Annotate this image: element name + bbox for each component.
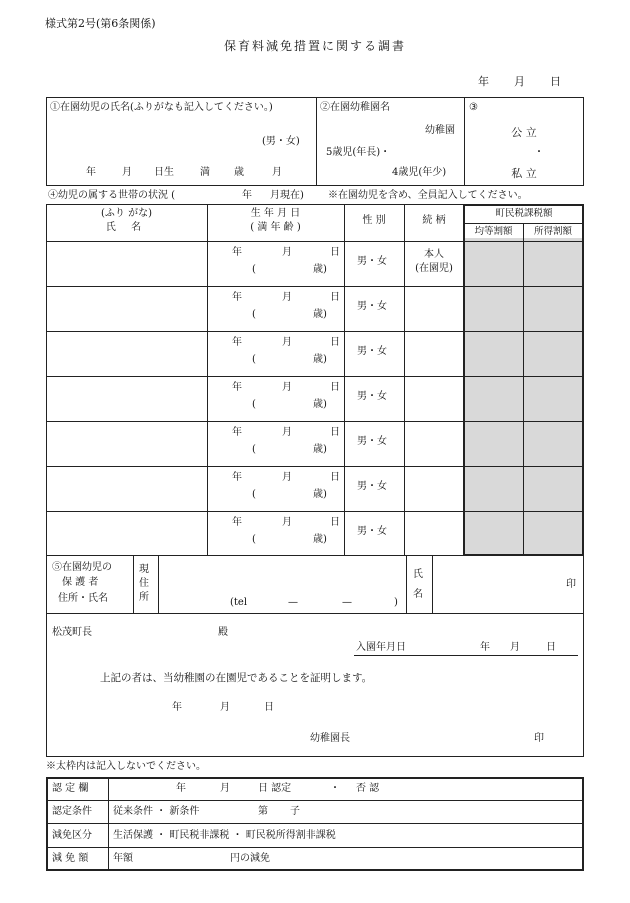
condition-ordinal: 第 <box>258 806 268 817</box>
tel-close: ) <box>394 597 398 608</box>
row-gender: 男・女 <box>357 256 387 267</box>
guardian-label-2: 保 護 者 <box>62 577 99 588</box>
address-label-2: 住 <box>139 578 149 589</box>
row-day: 日 <box>330 292 340 303</box>
private-option: 私 立 <box>511 167 537 180</box>
guardian-cert-frame <box>46 556 584 757</box>
row-age-close: 歳) <box>313 354 327 365</box>
row-day: 日 <box>330 517 340 528</box>
row-age-close: 歳) <box>313 309 327 320</box>
row-day: 日 <box>330 247 340 258</box>
child-name-label: ①在園幼児の氏名(ふりがなも記入してください。) <box>50 102 273 113</box>
col-name: 氏 名 <box>105 222 148 233</box>
amount-label: 減 免 額 <box>52 853 89 864</box>
row-age-close: 歳) <box>313 534 327 545</box>
row-month: 月 <box>282 427 292 438</box>
row-age-open: ( <box>252 399 256 410</box>
relation-self: 本人 <box>424 249 444 260</box>
household-note: ※在園幼児を含め、全員記入してください。 <box>328 190 528 201</box>
col-equal-tax: 均等割額 <box>474 226 513 237</box>
public-option: 公 立 <box>511 126 537 139</box>
row-month: 月 <box>282 292 292 303</box>
col-dob: 生 年 月 日 <box>250 208 301 219</box>
certificate-month: 月 <box>220 702 230 713</box>
tel-prefix: (tel <box>230 597 248 608</box>
row-age-open: ( <box>252 354 256 365</box>
row-month: 月 <box>282 472 292 483</box>
child-age-months: 月 <box>272 167 282 178</box>
row-gender: 男・女 <box>357 301 387 312</box>
col-gender: 性 別 <box>362 215 386 226</box>
row-year: 年 <box>232 382 242 393</box>
row-month: 月 <box>282 247 292 258</box>
col-furigana: (ふり がな) <box>101 208 152 219</box>
approval-year: 年 <box>176 783 186 794</box>
row-year: 年 <box>232 247 242 258</box>
col-tax: 町民税課税額 <box>495 208 553 219</box>
row-age-close: 歳) <box>313 444 327 455</box>
row-year: 年 <box>232 337 242 348</box>
col-income-tax: 所得割額 <box>533 226 572 237</box>
page-title: 保育料減免措置に関する調書 <box>223 39 406 53</box>
row-year: 年 <box>232 292 242 303</box>
honorific: 殿 <box>218 627 228 638</box>
certificate-statement: 上記の者は、当幼稚園の在園児であることを証明します。 <box>100 672 373 684</box>
age4-option: 4歳児(年少) <box>392 167 447 178</box>
row-age-close: 歳) <box>313 489 327 500</box>
row-age-close: 歳) <box>313 399 327 410</box>
amount-value: 円の減免 <box>230 853 270 864</box>
row-age-open: ( <box>252 534 256 545</box>
office-note: ※太枠内は記入しないでください。 <box>46 761 206 772</box>
row-age-close: 歳) <box>313 264 327 275</box>
category-value: 生活保護 ・ 町民税非課税 ・ 町民税所得割非課税 <box>113 830 336 841</box>
approval-month: 月 <box>220 783 230 794</box>
guardian-label-1: ⑤在園幼児の <box>52 562 112 573</box>
entry-date-label: 入園年月日 <box>356 642 406 653</box>
certificate-year: 年 <box>172 702 182 713</box>
row-gender: 男・女 <box>357 391 387 402</box>
row-year: 年 <box>232 427 242 438</box>
row-day: 日 <box>330 337 340 348</box>
row-year: 年 <box>232 472 242 483</box>
guardian-label-3: 住所・氏名 <box>58 593 108 604</box>
household-year: 年 <box>242 190 252 201</box>
entry-day: 日 <box>546 642 556 653</box>
col-relation: 続 柄 <box>422 215 446 226</box>
kindergarten-suffix: 幼稚園 <box>425 125 455 136</box>
certificate-day: 日 <box>264 702 274 713</box>
row-age-open: ( <box>252 264 256 275</box>
date-day: 日 <box>550 75 561 88</box>
child-gender: (男・女) <box>262 136 300 147</box>
col-age: ( 満 年 齢 ) <box>250 222 301 233</box>
row-gender: 男・女 <box>357 481 387 492</box>
row-month: 月 <box>282 382 292 393</box>
entry-year: 年 <box>480 642 490 653</box>
address-label-3: 所 <box>139 592 149 603</box>
household-label: ④幼児の属する世帯の状況 ( <box>48 190 176 201</box>
row-day: 日 <box>330 382 340 393</box>
row-gender: 男・女 <box>357 436 387 447</box>
tel-dash-2: — <box>342 597 352 608</box>
child-age-prefix: 満 <box>200 167 210 178</box>
guardian-name-label-2: 名 <box>413 589 423 600</box>
addressee: 松茂町長 <box>52 627 92 638</box>
principal-seal: 印 <box>534 733 544 744</box>
approval-label: 認 定 欄 <box>52 783 89 794</box>
guardian-name-label-1: 氏 <box>413 569 423 580</box>
relation-enrolled: (在園児) <box>415 263 453 274</box>
guardian-seal: 印 <box>566 579 576 590</box>
age5-option: 5歳児(年長)・ <box>326 147 391 158</box>
category-label: 減免区分 <box>52 830 92 841</box>
condition-value: 従来条件 ・ 新条件 <box>113 806 200 817</box>
child-age-years: 歳 <box>234 167 244 178</box>
entry-month: 月 <box>510 642 520 653</box>
approval-deny: 否 認 <box>356 783 380 794</box>
date-month: 月 <box>514 75 525 88</box>
child-birth-year: 年 <box>86 167 96 178</box>
tel-dash-1: — <box>288 597 298 608</box>
row-age-open: ( <box>252 489 256 500</box>
date-year: 年 <box>478 75 489 88</box>
row-gender: 男・女 <box>357 346 387 357</box>
row-month: 月 <box>282 517 292 528</box>
child-birth-day: 日生 <box>154 167 174 178</box>
approval-separator: ・ <box>330 783 340 794</box>
row-year: 年 <box>232 517 242 528</box>
row-day: 日 <box>330 472 340 483</box>
household-month: 月現在) <box>270 190 304 201</box>
type-label: ③ <box>469 102 478 113</box>
child-birth-month: 月 <box>122 167 132 178</box>
row-gender: 男・女 <box>357 526 387 537</box>
amount-annual: 年額 <box>113 853 133 864</box>
approval-day-approve: 日 認定 <box>258 783 292 794</box>
condition-child: 子 <box>290 806 300 817</box>
row-age-open: ( <box>252 309 256 320</box>
form-number: 様式第2号(第6条関係) <box>45 17 156 30</box>
row-month: 月 <box>282 337 292 348</box>
kindergarten-label: ②在園幼稚園名 <box>320 102 390 113</box>
row-day: 日 <box>330 427 340 438</box>
condition-label: 認定条件 <box>52 806 92 817</box>
row-age-open: ( <box>252 444 256 455</box>
address-label-1: 現 <box>139 564 149 575</box>
option-separator: ・ <box>534 147 544 158</box>
principal-label: 幼稚園長 <box>310 733 350 744</box>
